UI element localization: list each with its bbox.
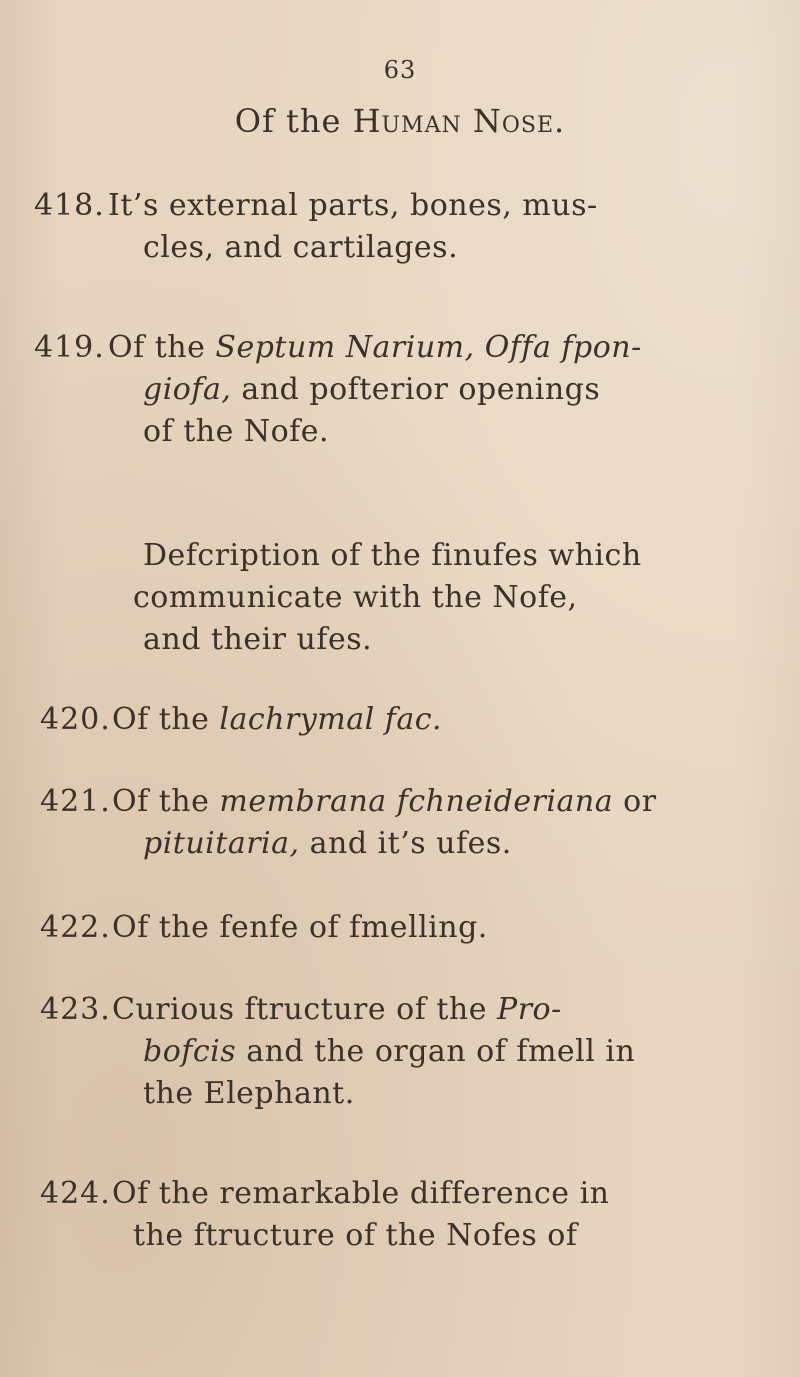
text-run: communicate with the Nofe, bbox=[133, 580, 578, 615]
text-run: the Elephant. bbox=[143, 1076, 355, 1111]
entry-line bbox=[112, 784, 657, 819]
entry-number: 421. bbox=[40, 784, 111, 819]
italic-text: bofcis bbox=[143, 1034, 237, 1069]
entry-line bbox=[143, 622, 372, 657]
text-run: It’s external parts, bones, mus- bbox=[108, 188, 598, 223]
chapter-title bbox=[0, 102, 800, 140]
entry-line bbox=[108, 330, 642, 365]
text-run: the ftructure of the Nofes of bbox=[133, 1218, 578, 1253]
title-prefix: Of the bbox=[234, 102, 353, 140]
entry-line bbox=[133, 1218, 577, 1253]
text-run: Defcription of the finufes which bbox=[143, 538, 642, 573]
text-run: Curious ftructure of the bbox=[112, 992, 498, 1027]
text-run: Of the bbox=[108, 330, 216, 365]
entry-line bbox=[112, 1176, 610, 1211]
italic-text: pituitaria, bbox=[143, 826, 300, 861]
entry-line bbox=[143, 1034, 635, 1069]
text-run: Of the bbox=[112, 702, 220, 737]
text-run: or bbox=[613, 784, 657, 819]
text-run: Of the fenfe of fmelling. bbox=[112, 910, 488, 945]
title-small-caps: Human Nose bbox=[352, 102, 555, 140]
entry-line bbox=[143, 372, 600, 407]
entry-line bbox=[112, 910, 488, 945]
entry-number: 418. bbox=[34, 188, 105, 223]
entry-line bbox=[112, 702, 442, 737]
text-run: and pofterior openings bbox=[231, 372, 601, 407]
title-suffix: . bbox=[554, 102, 566, 140]
text-run: and the organ of fmell in bbox=[236, 1034, 636, 1069]
italic-text: Pro- bbox=[497, 992, 562, 1027]
text-run: and their ufes. bbox=[143, 622, 373, 657]
text-run: cles, and cartilages. bbox=[143, 230, 459, 265]
italic-text: membrana fchneideriana bbox=[219, 784, 614, 819]
text-run: Of the remarkable difference in bbox=[112, 1176, 610, 1211]
page-number: 63 bbox=[383, 56, 417, 84]
entry-number: 424. bbox=[40, 1176, 111, 1211]
italic-text: Septum Narium, Offa fpon- bbox=[215, 330, 642, 365]
entry-number: 420. bbox=[40, 702, 111, 737]
text-run: and it’s ufes. bbox=[299, 826, 512, 861]
entry-line bbox=[112, 992, 562, 1027]
entry-line bbox=[133, 580, 578, 615]
entry-number: 422. bbox=[40, 910, 111, 945]
text-run: Of the bbox=[112, 784, 220, 819]
entry-number: 419. bbox=[34, 330, 105, 365]
entry-line bbox=[143, 538, 642, 573]
entry-line bbox=[143, 230, 458, 265]
italic-text: lachrymal fac. bbox=[219, 702, 443, 737]
entry-line bbox=[108, 188, 598, 223]
entry-number: 423. bbox=[40, 992, 111, 1027]
text-run: of the Nofe. bbox=[143, 414, 330, 449]
entry-line bbox=[143, 826, 512, 861]
entry-line bbox=[143, 414, 329, 449]
italic-text: giofa, bbox=[143, 372, 232, 407]
entry-line bbox=[143, 1076, 355, 1111]
